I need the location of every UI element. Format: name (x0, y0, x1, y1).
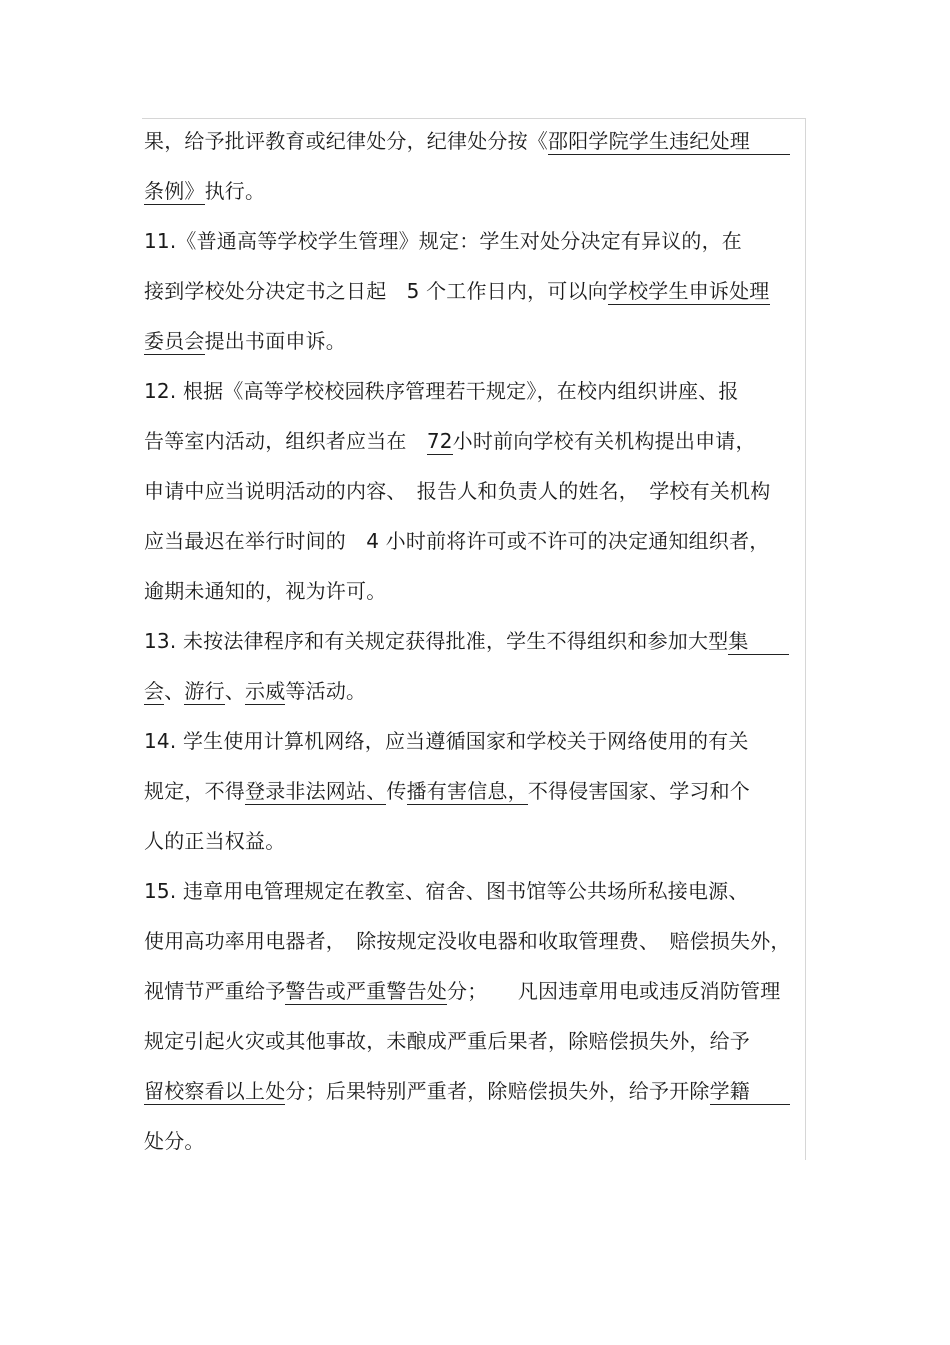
text-segment: 12. 根据《高等学校校园秩序管理若干规定》，在校内组织讲座、报 (144, 379, 739, 403)
text-line (144, 116, 808, 166)
text-line (144, 966, 808, 1016)
text-segment: 传 (386, 779, 407, 803)
text-segment: 人的正当权益。 (144, 829, 286, 853)
underlined-answer: 警告或严重警告处 (285, 979, 448, 1003)
underlined-answer: 72 (426, 429, 453, 453)
text-segment: 申请中应当说明活动的内容、 报告人和负责人的姓名， 学校有关机构 (144, 479, 771, 503)
text-line (144, 716, 808, 766)
text-segment: 、 (164, 679, 185, 703)
underlined-answer: 集 (728, 629, 789, 653)
text-line (144, 316, 808, 366)
underlined-answer: 委员会 (144, 329, 205, 353)
document-body (144, 116, 808, 1166)
text-segment: 告等室内活动，组织者应当在 (144, 429, 427, 453)
text-line (144, 916, 808, 966)
text-segment: 规定，不得 (144, 779, 245, 803)
text-segment: 果，给予批评教育或纪律处分，纪律处分按《 (144, 129, 548, 153)
text-line (144, 266, 808, 316)
text-line (144, 566, 808, 616)
text-segment: 提出书面申诉。 (204, 329, 347, 353)
text-line (144, 466, 808, 516)
text-line (144, 1116, 808, 1166)
underlined-answer: 播有害信息， (406, 779, 528, 803)
underlined-answer: 登录非法网站、 (245, 779, 387, 803)
text-line (144, 516, 808, 566)
text-segment: 分； 凡因违章用电或违反消防管理 (447, 979, 781, 1003)
text-segment: 等活动。 (285, 679, 367, 703)
text-line (144, 1066, 808, 1116)
text-segment: 使用高功率用电器者， 除按规定没收电器和收取管理费、 赔偿损失外， (144, 929, 791, 953)
text-segment: 小时前向学校有关机构提出申请， (452, 429, 756, 453)
text-segment: 逾期未通知的，视为许可。 (144, 579, 387, 603)
text-segment: 14. 学生使用计算机网络，应当遵循国家和学校关于网络使用的有关 (144, 729, 749, 753)
text-segment: 11.《普通高等学校学生管理》规定：学生对处分决定有异议的，在 (144, 229, 743, 253)
text-segment: 执行。 (204, 179, 266, 203)
underlined-answer: 会 (144, 679, 165, 703)
text-line (144, 766, 808, 816)
text-segment: 不得侵害国家、学习和个 (527, 779, 751, 803)
text-segment: 15. 违章用电管理规定在教室、宿舍、图书馆等公共场所私接电源、 (144, 879, 749, 903)
text-line (144, 1016, 808, 1066)
underlined-answer: 留校察看以上处 (144, 1079, 286, 1103)
text-line (144, 416, 808, 466)
underlined-answer: 示威 (245, 679, 286, 703)
underlined-answer: 游行 (184, 679, 225, 703)
text-line (144, 166, 808, 216)
text-line (144, 866, 808, 916)
text-segment: 分；后果特别严重者，除赔偿损失外，给予开除 (285, 1079, 710, 1103)
text-segment: 处分。 (144, 1129, 205, 1153)
text-segment: 接到学校处分决定书之日起 5 个工作日内，可以向 (144, 279, 608, 303)
text-segment: 、 (224, 679, 246, 703)
underlined-answer: 邵阳学院学生违纪处理 (548, 129, 791, 153)
text-line (144, 666, 808, 716)
text-line (144, 216, 808, 266)
text-line (144, 816, 808, 866)
text-line (144, 616, 808, 666)
underlined-answer: 学籍 (709, 1079, 791, 1103)
underlined-answer: 条例》 (144, 179, 205, 203)
text-segment: 应当最迟在举行时间的 4 小时前将许可或不许可的决定通知组织者， (144, 529, 770, 553)
text-line (144, 366, 808, 416)
text-segment: 视情节严重给予 (144, 979, 286, 1003)
underlined-answer: 学校学生申诉处理 (607, 279, 770, 303)
text-segment: 13. 未按法律程序和有关规定获得批准，学生不得组织和参加大型 (144, 629, 729, 653)
text-segment: 规定引起火灾或其他事故，未酿成严重后果者，除赔偿损失外，给予 (144, 1029, 750, 1053)
